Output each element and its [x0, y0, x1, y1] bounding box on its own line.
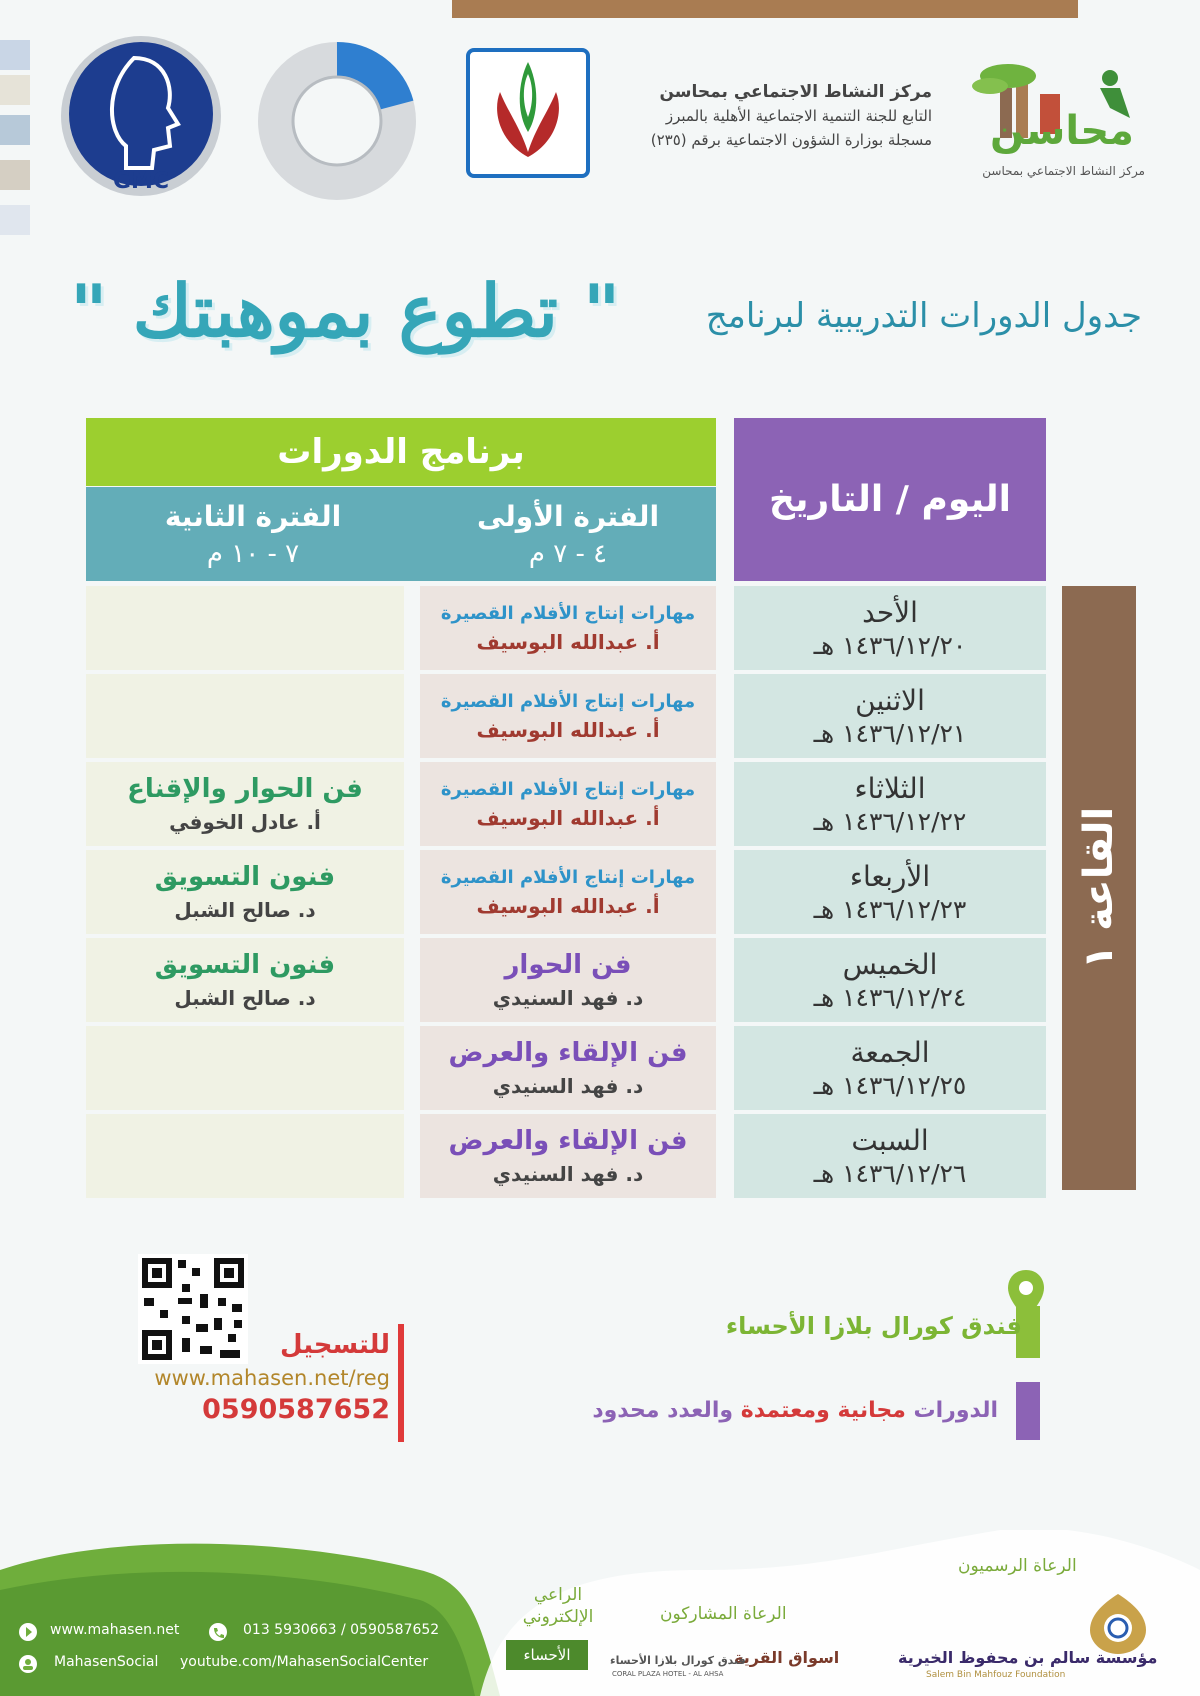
electronic-sponsor-label: الراعي الإلكتروني: [522, 1585, 594, 1627]
phone-icon: [208, 1622, 228, 1642]
participating-sponsors-label: الرعاة المشاركون: [660, 1604, 787, 1624]
instructor-name: د. صالح الشبل: [174, 986, 316, 1010]
sponsor-salem: مؤسسة سالم بن محفوظ الخيرية: [898, 1648, 1158, 1667]
period2-cell: [86, 674, 404, 758]
hall-label: [1062, 586, 1136, 1190]
notice-bar: [1016, 1382, 1040, 1440]
gmc-label: GMC: [112, 169, 170, 194]
day-date: ١٤٣٦/١٢/٢٤ هـ: [813, 983, 967, 1012]
day-date: ١٤٣٦/١٢/٢٣ هـ: [813, 895, 967, 924]
sponsor-salem-en: Salem Bin Mahfouz Foundation: [926, 1670, 1066, 1680]
instructor-name: أ. عبدالله البوسيف: [476, 717, 660, 742]
notice-part1: الدورات: [913, 1398, 998, 1423]
course-title: فنون التسويق: [154, 950, 336, 980]
top-accent-bar: [452, 0, 1078, 18]
period2-cell: [86, 1026, 404, 1110]
program-header: برنامج الدورات: [86, 418, 716, 486]
register-label: للتسجيل: [279, 1330, 390, 1360]
period1-cell: [420, 586, 716, 670]
footer-social[interactable]: MahasenSocial: [54, 1654, 159, 1670]
footer-youtube[interactable]: youtube.com/MahasenSocialCenter: [180, 1654, 429, 1670]
day-date: ١٤٣٦/١٢/٢٦ هـ: [813, 1159, 967, 1188]
instructor-name: أ. عبدالله البوسيف: [476, 893, 660, 918]
course-title: مهارات إنتاج الأفلام القصيرة: [440, 778, 696, 800]
period2-name: الفترة الثانية: [164, 499, 342, 533]
day-name: الاثنين: [855, 684, 925, 717]
sulaiman-foundation-logo-icon: [1086, 1590, 1150, 1654]
brand-name: محاسن: [990, 108, 1134, 154]
instructor-name: أ. عبدالله البوسيف: [476, 805, 660, 830]
course-title: مهارات إنتاج الأفلام القصيرة: [440, 866, 696, 888]
day-date: ١٤٣٦/١٢/٢١ هـ: [813, 719, 967, 748]
period1-cell: [420, 938, 716, 1022]
instructor-name: د. فهد السنيدي: [492, 1162, 644, 1186]
venue-text: فندق كورال بلازا الأحساء: [725, 1312, 1022, 1340]
notice-text: [592, 1398, 998, 1423]
org-affiliation: التابع للجنة التنمية الاجتماعية الأهلية بالمبرز: [665, 107, 932, 125]
ring-logo: [245, 35, 425, 200]
period1-header: [420, 487, 716, 581]
official-sponsors-label: الرعاة الرسميون: [958, 1556, 1077, 1576]
sponsor-aswaq: اسواق القرية: [734, 1648, 840, 1667]
period1-cell: [420, 1114, 716, 1198]
day-cell: [734, 586, 1046, 670]
hall-name: القاعة ١: [1076, 806, 1122, 970]
period1-time: ٤ - ٧ م: [528, 538, 608, 569]
register-divider: [398, 1324, 404, 1442]
ring-chart-icon: [245, 35, 425, 200]
day-name: الجمعة: [850, 1036, 930, 1069]
page-title: [30, 262, 1160, 372]
period1-cell: [420, 850, 716, 934]
gmc-logo: [56, 28, 226, 203]
period2-cell: [86, 938, 404, 1022]
instructor-name: أ. عبدالله البوسيف: [476, 629, 660, 654]
period1-name: الفترة الأولى: [476, 499, 660, 533]
sponsor-coral: فندق كورال بلازا الأحساء: [610, 1654, 746, 1667]
day-name: السبت: [851, 1124, 929, 1157]
decorative-mosaic: [0, 0, 40, 250]
play-icon: [18, 1622, 38, 1642]
day-cell: [734, 1114, 1046, 1198]
day-name: الخميس: [842, 948, 938, 981]
period2-time: ٧ - ١٠ م: [206, 538, 300, 569]
tulip-logo-icon: [470, 52, 586, 174]
period1-cell: [420, 762, 716, 846]
day-name: الأحد: [862, 596, 918, 629]
registration-info: [130, 1330, 390, 1425]
social-icon: [18, 1654, 38, 1674]
instructor-name: د. صالح الشبل: [174, 898, 316, 922]
course-title: فن الحوار: [504, 950, 632, 980]
footer-website[interactable]: www.mahasen.net: [50, 1622, 180, 1638]
sponsor-ahsa: الأحساء: [506, 1640, 588, 1670]
footer-phones: 013 5930663 / 0590587652: [243, 1622, 440, 1638]
course-title: فن الإلقاء والعرض: [448, 1126, 688, 1156]
brand-subtitle: مركز النشاط الاجتماعي بمحاسن: [982, 164, 1145, 178]
course-title: مهارات إنتاج الأفلام القصيرة: [440, 690, 696, 712]
instructor-name: د. فهد السنيدي: [492, 986, 644, 1010]
day-cell: [734, 850, 1046, 934]
day-cell: [734, 762, 1046, 846]
notice-part3: والعدد محدود: [592, 1398, 734, 1423]
course-title: فنون التسويق: [154, 862, 336, 892]
gmc-head-icon: [56, 28, 226, 203]
period1-cell: [420, 674, 716, 758]
course-title: فن الحوار والإقناع: [127, 774, 363, 804]
date-column-header: اليوم / التاريخ: [734, 418, 1046, 581]
day-date: ١٤٣٦/١٢/٢٠ هـ: [813, 631, 967, 660]
period2-cell: [86, 850, 404, 934]
organization-info: [651, 80, 932, 152]
program-name: " تطوع بموهبتك ": [70, 268, 621, 353]
day-cell: [734, 1026, 1046, 1110]
instructor-name: أ. عادل الخوفي: [169, 810, 321, 834]
register-url[interactable]: www.mahasen.net/reg: [154, 1366, 390, 1390]
period2-cell: [86, 762, 404, 846]
notice-part2: مجانية ومعتمدة: [740, 1398, 906, 1423]
day-date: ١٤٣٦/١٢/٢٥ هـ: [813, 1071, 967, 1100]
title-prefix: جدول الدورات التدريبية لبرنامج: [705, 296, 1142, 336]
register-phone[interactable]: 0590587652: [202, 1394, 390, 1425]
period2-cell: [86, 1114, 404, 1198]
org-registration: مسجلة بوزارة الشؤون الاجتماعية برقم (٢٣٥): [650, 131, 932, 149]
period2-cell: [86, 586, 404, 670]
instructor-name: د. فهد السنيدي: [492, 1074, 644, 1098]
course-title: فن الإلقاء والعرض: [448, 1038, 688, 1068]
sponsor-coral-en: CORAL PLAZA HOTEL - AL AHSA: [612, 1670, 724, 1678]
day-date: ١٤٣٦/١٢/٢٢ هـ: [813, 807, 967, 836]
course-title: مهارات إنتاج الأفلام القصيرة: [440, 602, 696, 624]
day-name: الثلاثاء: [854, 772, 926, 805]
period2-header: [86, 487, 420, 581]
mahasen-logo: [960, 48, 1150, 188]
day-cell: [734, 674, 1046, 758]
day-cell: [734, 938, 1046, 1022]
day-name: الأربعاء: [849, 860, 931, 893]
org-name: مركز النشاط الاجتماعي بمحاسن: [659, 82, 932, 102]
period1-cell: [420, 1026, 716, 1110]
development-committee-logo: [466, 48, 590, 178]
